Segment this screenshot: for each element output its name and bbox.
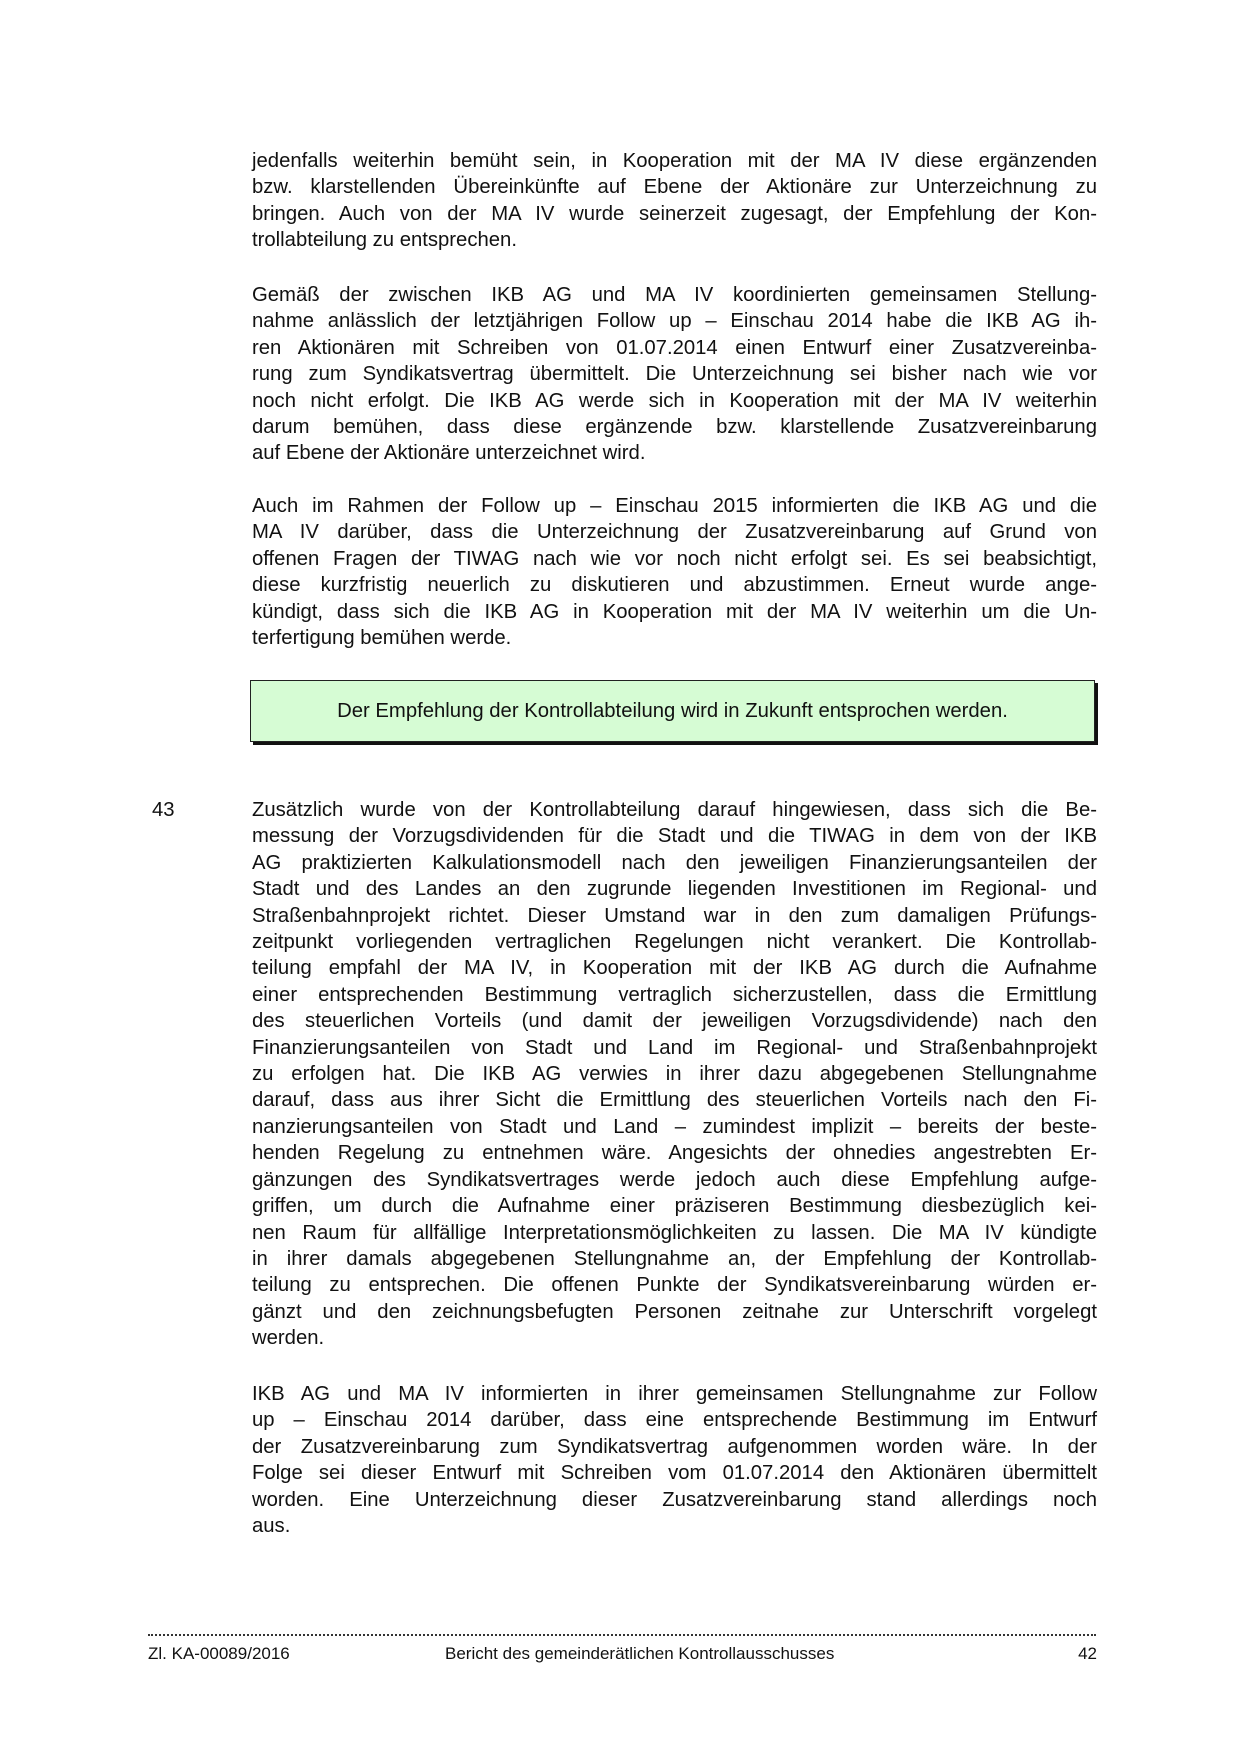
text-line: Auch im Rahmen der Follow up – Einschau 2015 informierten die IKB AG und die [252, 495, 1097, 517]
text-line: Finanzierungsanteilen von Stadt und Land im Regional- und Straßenbahnprojekt [252, 1036, 1097, 1059]
text-line: worden. Eine Unterzeichnung dieser Zusatzvereinbarung stand allerdings noch [252, 1488, 1097, 1511]
text-line: griffen, um durch die Aufnahme einer präziseren Bestimmung diesbezüglich kei- [252, 1195, 1097, 1218]
text-line: darauf, dass aus ihrer Sicht die Ermittlung des steuerlichen Vorteils nach den Fi- [252, 1089, 1097, 1112]
text-line: einer entsprechenden Bestimmung vertraglich sicherzustellen, dass die Ermittlung [252, 983, 1097, 1006]
text-line: aus. [252, 1515, 291, 1538]
text-line: up – Einschau 2014 darüber, dass eine entsprechende Bestimmung im Entwurf [252, 1409, 1097, 1432]
section-number: 43 [152, 799, 175, 821]
paragraph-43 [252, 797, 1097, 1352]
text-line: Zusätzlich wurde von der Kontrollabteilung darauf hingewiesen, dass sich die Be- [252, 799, 1097, 821]
footer-title: Bericht des gemeinderätlichen Kontrollausschusses [445, 1644, 835, 1663]
text-line: nahme anlässlich der letztjährigen Follow up – Einschau 2014 habe die IKB AG ih- [252, 310, 1097, 333]
paragraph-1 [252, 148, 1097, 254]
text-line: zeitpunkt vorliegenden vertraglichen Regelungen nicht verankert. Die Kontrollab- [252, 931, 1097, 954]
text-line: AG praktizierten Kalkulationsmodell nach den jeweiligen Finanzierungsanteilen der [252, 851, 1097, 874]
text-line: Straßenbahnprojekt richtet. Dieser Umstand war in den zum damaligen Prüfungs- [252, 904, 1097, 927]
paragraph-2 [252, 282, 1097, 467]
text-line: Gemäß der zwischen IKB AG und MA IV koordinierten gemeinsamen Stellung- [252, 284, 1097, 306]
text-line: trollabteilung zu entsprechen. [252, 229, 517, 252]
text-line: bringen. Auch von der MA IV wurde seinerzeit zugesagt, der Empfehlung der Kon- [252, 202, 1097, 225]
text-line: MA IV darüber, dass die Unterzeichnung der Zusatzvereinbarung auf Grund von [252, 521, 1097, 544]
footer-reference: Zl. KA-00089/2016 [148, 1644, 290, 1663]
text-line: teilung empfahl der MA IV, in Kooperation mit der IKB AG durch die Aufnahme [252, 957, 1097, 980]
text-line: gänzt und den zeichnungsbefugten Personen zeitnahe zur Unterschrift vorgelegt [252, 1300, 1097, 1323]
text-line: Folge sei dieser Entwurf mit Schreiben vom 01.07.2014 den Aktionären übermittelt [252, 1462, 1097, 1485]
text-line: nanzierungsanteilen von Stadt und Land – zumindest implizit – bereits der beste- [252, 1115, 1097, 1138]
text-line: darum bemühen, dass diese ergänzende bzw. klarstellende Zusatzvereinbarung [252, 416, 1097, 439]
text-line: auf Ebene der Aktionäre unterzeichnet wird. [252, 442, 646, 465]
text-line: Stadt und des Landes an den zugrunde liegenden Investitionen im Regional- und [252, 878, 1097, 901]
text-line: ren Aktionären mit Schreiben von 01.07.2014 einen Entwurf einer Zusatzvereinba- [252, 336, 1097, 359]
text-line: henden Regelung zu entnehmen wäre. Angesichts der ohnedies angestrebten Er- [252, 1142, 1097, 1165]
text-line: kündigt, dass sich die IKB AG in Kooperation mit der MA IV weiterhin um die Un- [252, 600, 1097, 623]
text-line: terfertigung bemühen werde. [252, 627, 512, 650]
text-line: des steuerlichen Vorteils (und damit der jeweiligen Vorzugsdividende) nach den [252, 1010, 1097, 1033]
paragraph-5 [252, 1381, 1097, 1539]
text-line: rung zum Syndikatsvertrag übermittelt. Die Unterzeichnung sei bisher nach wie vor [252, 363, 1097, 386]
recommendation-text: Der Empfehlung der Kontrollabteilung wird in Zukunft entsprochen werden. [337, 699, 1008, 722]
text-line: jedenfalls weiterhin bemüht sein, in Kooperation mit der MA IV diese ergänzenden [252, 150, 1097, 172]
text-line: noch nicht erfolgt. Die IKB AG werde sich in Kooperation mit der MA IV weiterhin [252, 389, 1097, 412]
paragraph-3 [252, 493, 1097, 651]
text-line: IKB AG und MA IV informierten in ihrer gemeinsamen Stellungnahme zur Follow [252, 1383, 1097, 1405]
text-line: in ihrer damals abgegebenen Stellungnahme an, der Empfehlung der Kontrollab- [252, 1247, 1097, 1270]
text-line: nen Raum für allfällige Interpretationsmöglichkeiten zu lassen. Die MA IV kündigte [252, 1221, 1097, 1244]
text-line: werden. [252, 1327, 325, 1350]
text-line: diese kurzfristig neuerlich zu diskutieren und abzustimmen. Erneut wurde ange- [252, 574, 1097, 597]
footer-page-number: 42 [1078, 1644, 1097, 1663]
text-line: teilung zu entsprechen. Die offenen Punkte der Syndikatsvereinbarung würden er- [252, 1274, 1097, 1297]
text-line: messung der Vorzugsdividenden für die Stadt und die TIWAG in dem von der IKB [252, 825, 1097, 848]
text-line: bzw. klarstellenden Übereinkünfte auf Ebene der Aktionäre zur Unterzeichnung zu [252, 176, 1097, 199]
footer-divider [148, 1624, 1096, 1636]
text-line: zu erfolgen hat. Die IKB AG verwies in ihrer dazu abgegebenen Stellungnahme [252, 1063, 1097, 1086]
text-line: der Zusatzvereinbarung zum Syndikatsvertrag aufgenommen worden wäre. In der [252, 1435, 1097, 1458]
recommendation-box [250, 680, 1095, 742]
text-line: offenen Fragen der TIWAG nach wie vor noch nicht erfolgt sei. Es sei beabsichtigt, [252, 547, 1097, 570]
text-line: gänzungen des Syndikatsvertrages werde jedoch auch diese Empfehlung aufge- [252, 1168, 1097, 1191]
